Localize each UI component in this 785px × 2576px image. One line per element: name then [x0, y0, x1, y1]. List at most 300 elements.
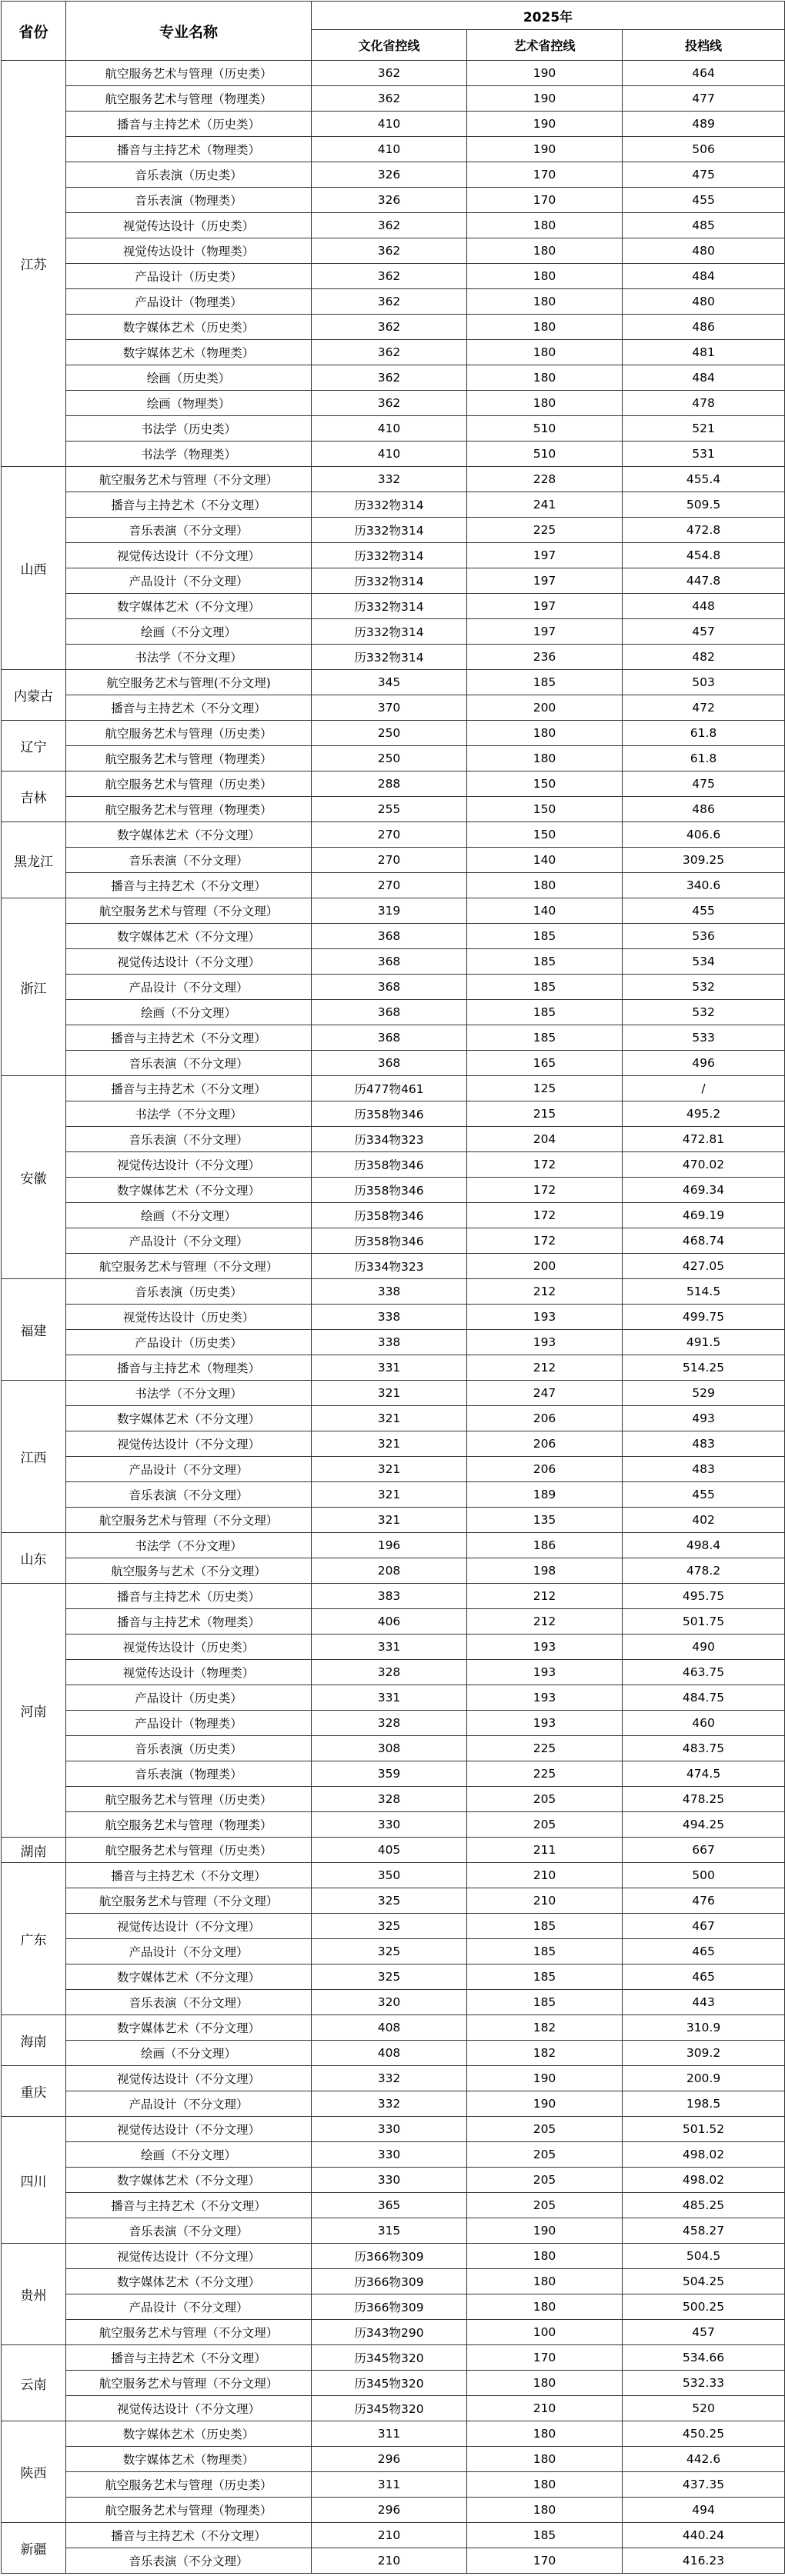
major-cell: 播音与主持艺术（历史类）: [66, 112, 312, 137]
major-cell: 航空服务艺术与管理（物理类）: [66, 1812, 312, 1838]
major-cell: 产品设计（历史类）: [66, 1685, 312, 1711]
province-cell: 福建: [2, 1279, 66, 1381]
culture-line-cell: 历477物461: [312, 1076, 467, 1101]
art-line-cell: 190: [467, 112, 623, 137]
table-row: [2, 1482, 785, 1508]
admission-line-cell: 493: [623, 1406, 785, 1431]
culture-line-cell: 历332物314: [312, 594, 467, 619]
admission-line-cell: 534: [623, 949, 785, 975]
art-line-cell: 170: [467, 2548, 623, 2574]
major-cell: 视觉传达设计（不分文理）: [66, 1152, 312, 1178]
major-cell: 视觉传达设计（物理类）: [66, 1660, 312, 1685]
table-row: [2, 238, 785, 264]
art-line-cell: 125: [467, 1076, 623, 1101]
art-line-cell: 204: [467, 1127, 623, 1152]
table-row: [2, 1584, 785, 1609]
art-line-cell: 225: [467, 1761, 623, 1787]
major-cell: 音乐表演（历史类）: [66, 162, 312, 188]
admission-line-cell: 200.9: [623, 2066, 785, 2091]
art-line-cell: 180: [467, 721, 623, 746]
province-cell: 山西: [2, 467, 66, 670]
table-row: [2, 2498, 785, 2523]
major-cell: 视觉传达设计（不分文理）: [66, 1431, 312, 1457]
art-line-cell: 205: [467, 1812, 623, 1838]
culture-line-cell: 362: [312, 340, 467, 365]
culture-line-cell: 历366物309: [312, 2294, 467, 2320]
table-row: [2, 975, 785, 1000]
admission-line-cell: 485.25: [623, 2193, 785, 2218]
province-cell: 重庆: [2, 2066, 66, 2117]
table-row: [2, 2294, 785, 2320]
art-line-cell: 182: [467, 2041, 623, 2066]
art-line-cell: 100: [467, 2320, 623, 2345]
art-line-cell: 193: [467, 1305, 623, 1330]
major-cell: 书法学（物理类）: [66, 442, 312, 467]
culture-line-cell: 历332物314: [312, 645, 467, 670]
admission-line-cell: 514.25: [623, 1355, 785, 1381]
major-cell: 播音与主持艺术（物理类）: [66, 137, 312, 162]
culture-line-cell: 325: [312, 1914, 467, 1939]
admission-line-cell: 472.8: [623, 518, 785, 543]
table-row: [2, 1914, 785, 1939]
admission-line-cell: 536: [623, 924, 785, 949]
admission-line-cell: 406.6: [623, 822, 785, 848]
major-cell: 音乐表演（物理类）: [66, 188, 312, 213]
art-line-cell: 190: [467, 61, 623, 86]
admission-line-cell: 531: [623, 442, 785, 467]
art-line-cell: 190: [467, 2091, 623, 2117]
admission-line-cell: 480: [623, 289, 785, 315]
major-cell: 航空服务艺术与管理（不分文理）: [66, 1888, 312, 1914]
culture-line-cell: 362: [312, 213, 467, 238]
art-line-cell: 210: [467, 1888, 623, 1914]
art-line-cell: 212: [467, 1584, 623, 1609]
table-row: [2, 568, 785, 594]
table-row: [2, 188, 785, 213]
major-cell: 音乐表演（不分文理）: [66, 1482, 312, 1508]
major-cell: 数字媒体艺术（历史类）: [66, 2421, 312, 2447]
major-cell: 航空服务艺术与管理（物理类）: [66, 86, 312, 112]
major-cell: 航空服务艺术与管理（物理类）: [66, 746, 312, 771]
table-row: [2, 2345, 785, 2371]
art-line-cell: 172: [467, 1203, 623, 1228]
table-row: [2, 1203, 785, 1228]
major-cell: 视觉传达设计（历史类）: [66, 1635, 312, 1660]
table-row: [2, 1279, 785, 1305]
culture-line-cell: 250: [312, 746, 467, 771]
culture-line-cell: 362: [312, 315, 467, 340]
art-line-cell: 241: [467, 492, 623, 518]
province-cell: 湖南: [2, 1838, 66, 1863]
art-line-cell: 212: [467, 1355, 623, 1381]
culture-line-cell: 315: [312, 2218, 467, 2244]
culture-line-cell: 历345物320: [312, 2396, 467, 2421]
culture-line-cell: 370: [312, 695, 467, 721]
culture-line-cell: 历334物323: [312, 1254, 467, 1279]
art-line-cell: 193: [467, 1660, 623, 1685]
table-row: [2, 771, 785, 797]
culture-line-cell: 历366物309: [312, 2269, 467, 2294]
culture-line-cell: 历332物314: [312, 518, 467, 543]
table-row: [2, 1964, 785, 1990]
major-cell: 视觉传达设计（不分文理）: [66, 2066, 312, 2091]
culture-line-cell: 321: [312, 1482, 467, 1508]
culture-line-cell: 410: [312, 112, 467, 137]
admission-line-cell: 475: [623, 162, 785, 188]
major-cell: 航空服务艺术与管理（不分文理）: [66, 2320, 312, 2345]
art-line-cell: 150: [467, 797, 623, 822]
culture-line-cell: 历345物320: [312, 2345, 467, 2371]
admission-line-cell: 448: [623, 594, 785, 619]
table-row: [2, 1711, 785, 1736]
culture-line-cell: 325: [312, 1939, 467, 1964]
culture-line-cell: 368: [312, 949, 467, 975]
art-line-cell: 225: [467, 518, 623, 543]
table-row: [2, 264, 785, 289]
major-cell: 视觉传达设计（不分文理）: [66, 2396, 312, 2421]
table-row: [2, 492, 785, 518]
admission-line-cell: 457: [623, 2320, 785, 2345]
major-cell: 航空服务艺术与管理（不分文理）: [66, 1254, 312, 1279]
major-cell: 书法学（不分文理）: [66, 645, 312, 670]
table-row: [2, 1228, 785, 1254]
culture-line-cell: 331: [312, 1685, 467, 1711]
province-cell: 贵州: [2, 2244, 66, 2345]
culture-line-cell: 362: [312, 365, 467, 391]
admission-line-cell: 478.2: [623, 1558, 785, 1584]
major-cell: 音乐表演（历史类）: [66, 1279, 312, 1305]
major-cell: 播音与主持艺术（不分文理）: [66, 1863, 312, 1888]
major-cell: 音乐表演（不分文理）: [66, 2218, 312, 2244]
major-cell: 产品设计（不分文理）: [66, 975, 312, 1000]
major-cell: 数字媒体艺术（不分文理）: [66, 2168, 312, 2193]
major-cell: 书法学（历史类）: [66, 416, 312, 442]
major-cell: 航空服务艺术与管理(不分文理): [66, 670, 312, 695]
header-admission-line: 投档线: [623, 30, 785, 61]
art-line-cell: 185: [467, 1025, 623, 1051]
major-cell: 产品设计（不分文理）: [66, 2294, 312, 2320]
culture-line-cell: 383: [312, 1584, 467, 1609]
admission-line-cell: 504.25: [623, 2269, 785, 2294]
admission-line-cell: 309.2: [623, 2041, 785, 2066]
admission-line-cell: 440.24: [623, 2523, 785, 2548]
culture-line-cell: 270: [312, 873, 467, 898]
admission-line-cell: 483.75: [623, 1736, 785, 1761]
table-row: [2, 2447, 785, 2472]
major-cell: 视觉传达设计（不分文理）: [66, 543, 312, 568]
table-row: [2, 365, 785, 391]
art-line-cell: 205: [467, 2142, 623, 2168]
admission-line-cell: 472: [623, 695, 785, 721]
admission-line-cell: 450.25: [623, 2421, 785, 2447]
major-cell: 音乐表演（历史类）: [66, 1736, 312, 1761]
table-row: [2, 543, 785, 568]
art-line-cell: 211: [467, 1838, 623, 1863]
table-row: [2, 61, 785, 86]
culture-line-cell: 408: [312, 2041, 467, 2066]
art-line-cell: 180: [467, 213, 623, 238]
table-row: [2, 2396, 785, 2421]
culture-line-cell: 208: [312, 1558, 467, 1584]
culture-line-cell: 历366物309: [312, 2244, 467, 2269]
major-cell: 播音与主持艺术（历史类）: [66, 1584, 312, 1609]
admission-line-cell: 485: [623, 213, 785, 238]
art-line-cell: 180: [467, 315, 623, 340]
admission-line-cell: 443: [623, 1990, 785, 2015]
admission-line-cell: 491.5: [623, 1330, 785, 1355]
table-row: [2, 1381, 785, 1406]
province-cell: 山东: [2, 1533, 66, 1584]
culture-line-cell: 历332物314: [312, 543, 467, 568]
major-cell: 航空服务艺术与管理（不分文理）: [66, 2371, 312, 2396]
table-row: [2, 162, 785, 188]
admission-line-cell: 309.25: [623, 848, 785, 873]
province-cell: 江苏: [2, 61, 66, 467]
major-cell: 书法学（不分文理）: [66, 1101, 312, 1127]
table-row: [2, 594, 785, 619]
culture-line-cell: 332: [312, 2066, 467, 2091]
admission-line-cell: 514.5: [623, 1279, 785, 1305]
table-row: [2, 2472, 785, 2498]
table-row: [2, 2193, 785, 2218]
table-row: [2, 2041, 785, 2066]
major-cell: 产品设计（不分文理）: [66, 568, 312, 594]
culture-line-cell: 362: [312, 264, 467, 289]
culture-line-cell: 历358物346: [312, 1228, 467, 1254]
table-row: [2, 416, 785, 442]
art-line-cell: 206: [467, 1457, 623, 1482]
art-line-cell: 186: [467, 1533, 623, 1558]
art-line-cell: 150: [467, 822, 623, 848]
admission-line-cell: 533: [623, 1025, 785, 1051]
art-line-cell: 185: [467, 1990, 623, 2015]
admission-line-cell: 427.05: [623, 1254, 785, 1279]
admission-line-cell: 498.4: [623, 1533, 785, 1558]
major-cell: 航空服务艺术与管理（不分文理）: [66, 1508, 312, 1533]
major-cell: 数字媒体艺术（不分文理）: [66, 924, 312, 949]
art-line-cell: 236: [467, 645, 623, 670]
major-cell: 书法学（不分文理）: [66, 1533, 312, 1558]
admission-line-cell: 460: [623, 1711, 785, 1736]
admission-line-cell: 503: [623, 670, 785, 695]
table-row: [2, 391, 785, 416]
admission-line-cell: 486: [623, 797, 785, 822]
major-cell: 数字媒体艺术（不分文理）: [66, 1178, 312, 1203]
major-cell: 航空服务艺术与管理（历史类）: [66, 721, 312, 746]
admission-line-cell: 498.02: [623, 2168, 785, 2193]
culture-line-cell: 330: [312, 2168, 467, 2193]
culture-line-cell: 338: [312, 1305, 467, 1330]
art-line-cell: 190: [467, 2066, 623, 2091]
province-cell: 陕西: [2, 2421, 66, 2523]
table-row: [2, 1635, 785, 1660]
table-row: [2, 1685, 785, 1711]
table-row: [2, 1508, 785, 1533]
admission-line-cell: 469.34: [623, 1178, 785, 1203]
culture-line-cell: 365: [312, 2193, 467, 2218]
art-line-cell: 180: [467, 873, 623, 898]
art-line-cell: 185: [467, 975, 623, 1000]
culture-line-cell: 362: [312, 238, 467, 264]
culture-line-cell: 319: [312, 898, 467, 924]
major-cell: 音乐表演（不分文理）: [66, 1990, 312, 2015]
table-row: [2, 2269, 785, 2294]
table-row: [2, 1736, 785, 1761]
major-cell: 播音与主持艺术（不分文理）: [66, 873, 312, 898]
admission-line-cell: 472.81: [623, 1127, 785, 1152]
table-row: [2, 2320, 785, 2345]
admission-score-table: [1, 1, 785, 2574]
admission-line-cell: 465: [623, 1964, 785, 1990]
admission-line-cell: 484: [623, 264, 785, 289]
admission-line-cell: 504.5: [623, 2244, 785, 2269]
admission-line-cell: 501.75: [623, 1609, 785, 1635]
culture-line-cell: 405: [312, 1838, 467, 1863]
major-cell: 航空服务艺术与管理（不分文理）: [66, 467, 312, 492]
major-cell: 航空服务艺术与管理（历史类）: [66, 771, 312, 797]
table-row: [2, 1787, 785, 1812]
major-cell: 产品设计（历史类）: [66, 1330, 312, 1355]
table-row: [2, 2015, 785, 2041]
admission-line-cell: 463.75: [623, 1660, 785, 1685]
admission-line-cell: 500.25: [623, 2294, 785, 2320]
art-line-cell: 172: [467, 1152, 623, 1178]
table-row: [2, 1863, 785, 1888]
art-line-cell: 193: [467, 1635, 623, 1660]
table-row: [2, 2548, 785, 2574]
table-row: [2, 1761, 785, 1787]
admission-line-cell: 468.74: [623, 1228, 785, 1254]
admission-line-cell: 470.02: [623, 1152, 785, 1178]
culture-line-cell: 311: [312, 2421, 467, 2447]
culture-line-cell: 408: [312, 2015, 467, 2041]
culture-line-cell: 历332物314: [312, 619, 467, 645]
culture-line-cell: 410: [312, 416, 467, 442]
table-row: [2, 86, 785, 112]
major-cell: 播音与主持艺术（不分文理）: [66, 2523, 312, 2548]
art-line-cell: 198: [467, 1558, 623, 1584]
major-cell: 航空服务艺术与管理（历史类）: [66, 2472, 312, 2498]
table-row: [2, 137, 785, 162]
table-row: [2, 645, 785, 670]
admission-line-cell: 467: [623, 1914, 785, 1939]
art-line-cell: 206: [467, 1406, 623, 1431]
art-line-cell: 215: [467, 1101, 623, 1127]
admission-line-cell: 481: [623, 340, 785, 365]
table-row: [2, 670, 785, 695]
admission-line-cell: 490: [623, 1635, 785, 1660]
art-line-cell: 197: [467, 568, 623, 594]
art-line-cell: 212: [467, 1279, 623, 1305]
major-cell: 音乐表演（物理类）: [66, 1761, 312, 1787]
major-cell: 播音与主持艺术（不分文理）: [66, 492, 312, 518]
table-row: [2, 924, 785, 949]
admission-line-cell: 61.8: [623, 746, 785, 771]
culture-line-cell: 330: [312, 1812, 467, 1838]
table-row: [2, 1533, 785, 1558]
art-line-cell: 180: [467, 238, 623, 264]
province-cell: 辽宁: [2, 721, 66, 771]
table-row: [2, 213, 785, 238]
admission-line-cell: 532: [623, 1000, 785, 1025]
culture-line-cell: 410: [312, 137, 467, 162]
culture-line-cell: 308: [312, 1736, 467, 1761]
art-line-cell: 225: [467, 1736, 623, 1761]
major-cell: 数字媒体艺术（不分文理）: [66, 594, 312, 619]
admission-line-cell: 489: [623, 112, 785, 137]
culture-line-cell: 321: [312, 1431, 467, 1457]
art-line-cell: 180: [467, 746, 623, 771]
art-line-cell: 189: [467, 1482, 623, 1508]
art-line-cell: 510: [467, 442, 623, 467]
admission-line-cell: 499.75: [623, 1305, 785, 1330]
art-line-cell: 200: [467, 695, 623, 721]
admission-line-cell: 521: [623, 416, 785, 442]
art-line-cell: 180: [467, 289, 623, 315]
admission-line-cell: 455: [623, 1482, 785, 1508]
art-line-cell: 228: [467, 467, 623, 492]
admission-line-cell: 495.75: [623, 1584, 785, 1609]
art-line-cell: 170: [467, 2345, 623, 2371]
table-row: [2, 2066, 785, 2091]
culture-line-cell: 历332物314: [312, 492, 467, 518]
culture-line-cell: 321: [312, 1508, 467, 1533]
major-cell: 视觉传达设计（历史类）: [66, 213, 312, 238]
table-row: [2, 873, 785, 898]
major-cell: 产品设计（不分文理）: [66, 1457, 312, 1482]
table-row: [2, 949, 785, 975]
art-line-cell: 170: [467, 188, 623, 213]
table-row: [2, 1609, 785, 1635]
major-cell: 绘画（物理类）: [66, 391, 312, 416]
table-row: [2, 2142, 785, 2168]
admission-line-cell: 532: [623, 975, 785, 1000]
major-cell: 绘画（不分文理）: [66, 619, 312, 645]
culture-line-cell: 331: [312, 1355, 467, 1381]
table-row: [2, 1330, 785, 1355]
major-cell: 书法学（不分文理）: [66, 1381, 312, 1406]
major-cell: 产品设计（不分文理）: [66, 1939, 312, 1964]
table-row: [2, 2091, 785, 2117]
culture-line-cell: 历343物290: [312, 2320, 467, 2345]
art-line-cell: 210: [467, 2396, 623, 2421]
table-row: [2, 2244, 785, 2269]
culture-line-cell: 311: [312, 2472, 467, 2498]
major-cell: 音乐表演（不分文理）: [66, 848, 312, 873]
art-line-cell: 205: [467, 1787, 623, 1812]
major-cell: 产品设计（物理类）: [66, 1711, 312, 1736]
culture-line-cell: 362: [312, 391, 467, 416]
admission-line-cell: 483: [623, 1431, 785, 1457]
table-row: [2, 1000, 785, 1025]
admission-line-cell: 480: [623, 238, 785, 264]
province-cell: 广东: [2, 1863, 66, 2015]
admission-line-cell: 483: [623, 1457, 785, 1482]
major-cell: 播音与主持艺术（物理类）: [66, 1355, 312, 1381]
major-cell: 数字媒体艺术（历史类）: [66, 315, 312, 340]
admission-line-cell: 442.6: [623, 2447, 785, 2472]
culture-line-cell: 325: [312, 1964, 467, 1990]
table-row: [2, 518, 785, 543]
table-row: [2, 1076, 785, 1101]
major-cell: 音乐表演（不分文理）: [66, 2548, 312, 2574]
major-cell: 播音与主持艺术（不分文理）: [66, 2345, 312, 2371]
art-line-cell: 140: [467, 848, 623, 873]
art-line-cell: 172: [467, 1228, 623, 1254]
major-cell: 数字媒体艺术（不分文理）: [66, 1406, 312, 1431]
table-row: [2, 1660, 785, 1685]
admission-line-cell: 475: [623, 771, 785, 797]
